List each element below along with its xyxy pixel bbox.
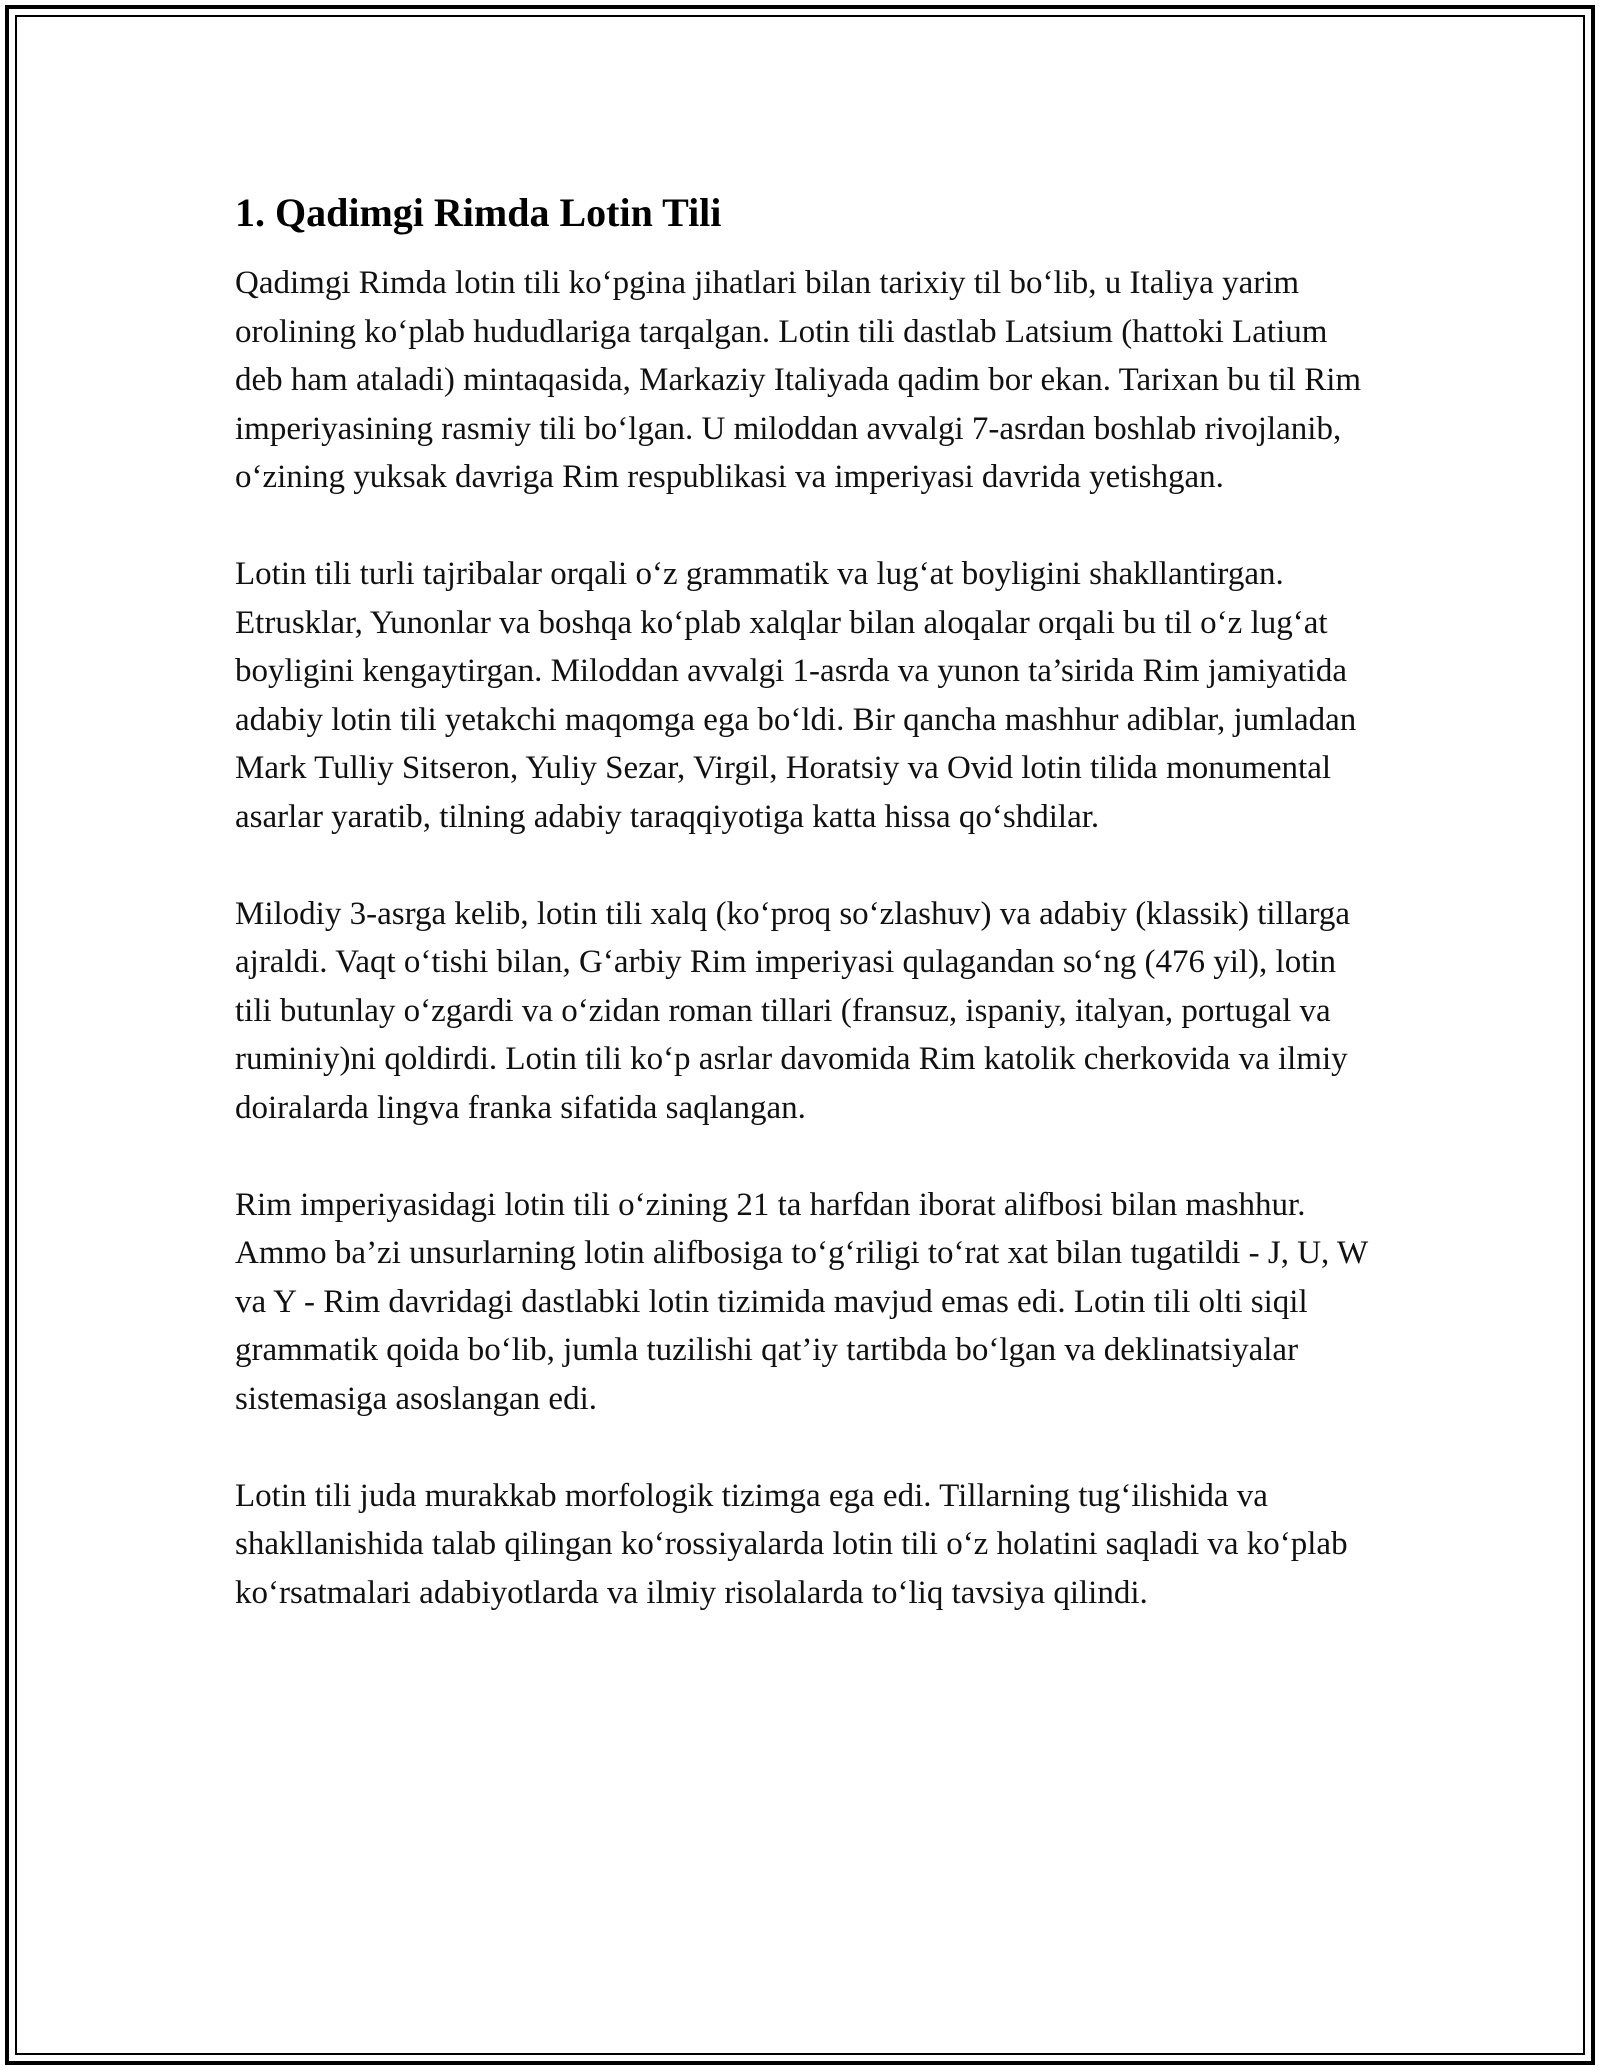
paragraph-4: Rim imperiyasidagi lotin tili o‘zining 21 ta harfdan iborat alifbosi bilan mashhur. Ammo ba’zi unsurlarning lotin alifbosiga to‘g‘riligi to‘rat xat bilan tugatildi - J, U, W va Y - Rim davridagi dastlabki lotin tizimida mavjud emas edi. Lotin tili olti siqil grammatik qoida bo‘lib, jumla tuzilishi qat’iy tartibda bo‘lgan va deklinatsiyalar sistemasiga asoslangan edi. [235,1186,1368,1417]
paragraph-3: Milodiy 3-asrga kelib, lotin tili xalq (ko‘proq so‘zlashuv) va adabiy (klassik) tillarga ajraldi. Vaqt o‘tishi bilan, G‘arbiy Rim imperiyasi qulagandan so‘ng (476 yil), lotin tili butunlay o‘zgardi va o‘zidan roman tillari (fransuz, ispaniy, italyan, portugal va ruminiy)ni qoldirdi. Lotin tili ko‘p asrlar davomida Rim katolik cherkovida va ilmiy doiralarda lingva franka sifatida saqlangan. [235,895,1351,1126]
paragraph-1: Qadimgi Rimda lotin tili ko‘pgina jihatlari bilan tarixiy til bo‘lib, u Italiya yarim orolining ko‘plab hududlariga tarqalgan. Lotin tili dastlab Latsium (hattoki Latium deb ham ataladi) mintaqasida, Markaziy Italiyada qadim bor ekan. Tarixan bu til Rim imperiyasining rasmiy tili bo‘lgan. U miloddan avvalgi 7-asrdan boshlab rivojlanib, o‘zining yuksak davriga Rim respublikasi va imperiyasi davrida yetishgan. [235,265,1362,495]
paragraph-2: Lotin tili turli tajribalar orqali o‘z grammatik va lug‘at boyligini shakllantirgan. Etrusklar, Yunonlar va boshqa ko‘plab xalqlar bilan aloqalar orqali bu til o‘z lug‘at boyligini kengaytirgan. Miloddan avvalgi 1-asrda va yunon ta’sirida Rim jamiyatida adabiy lotin tili yetakchi maqomga ega bo‘ldi. Bir qancha mashhur adiblar, jumladan Mark Tulliy Sitseron, Yuliy Sezar, Virgil, Horatsiy va Ovid lotin tilida monumental asarlar yaratib, tilning adabiy taraqqiyotiga katta hissa qo‘shdilar. [235,556,1357,835]
document-body [235,185,1375,1666]
paragraph-5: Lotin tili juda murakkab morfologik tizimga ega edi. Tillarning tug‘ilishida va shakllanishida talab qilingan ko‘rossiyalarda lotin tili o‘z holatini saqladi va ko‘plab ko‘rsatmalari adabiyotlarda va ilmiy risolalarda to‘liq tavsiya qilindi. [235,1477,1348,1611]
document-title: 1. Qadimgi Rimda Lotin Tili [235,190,722,235]
